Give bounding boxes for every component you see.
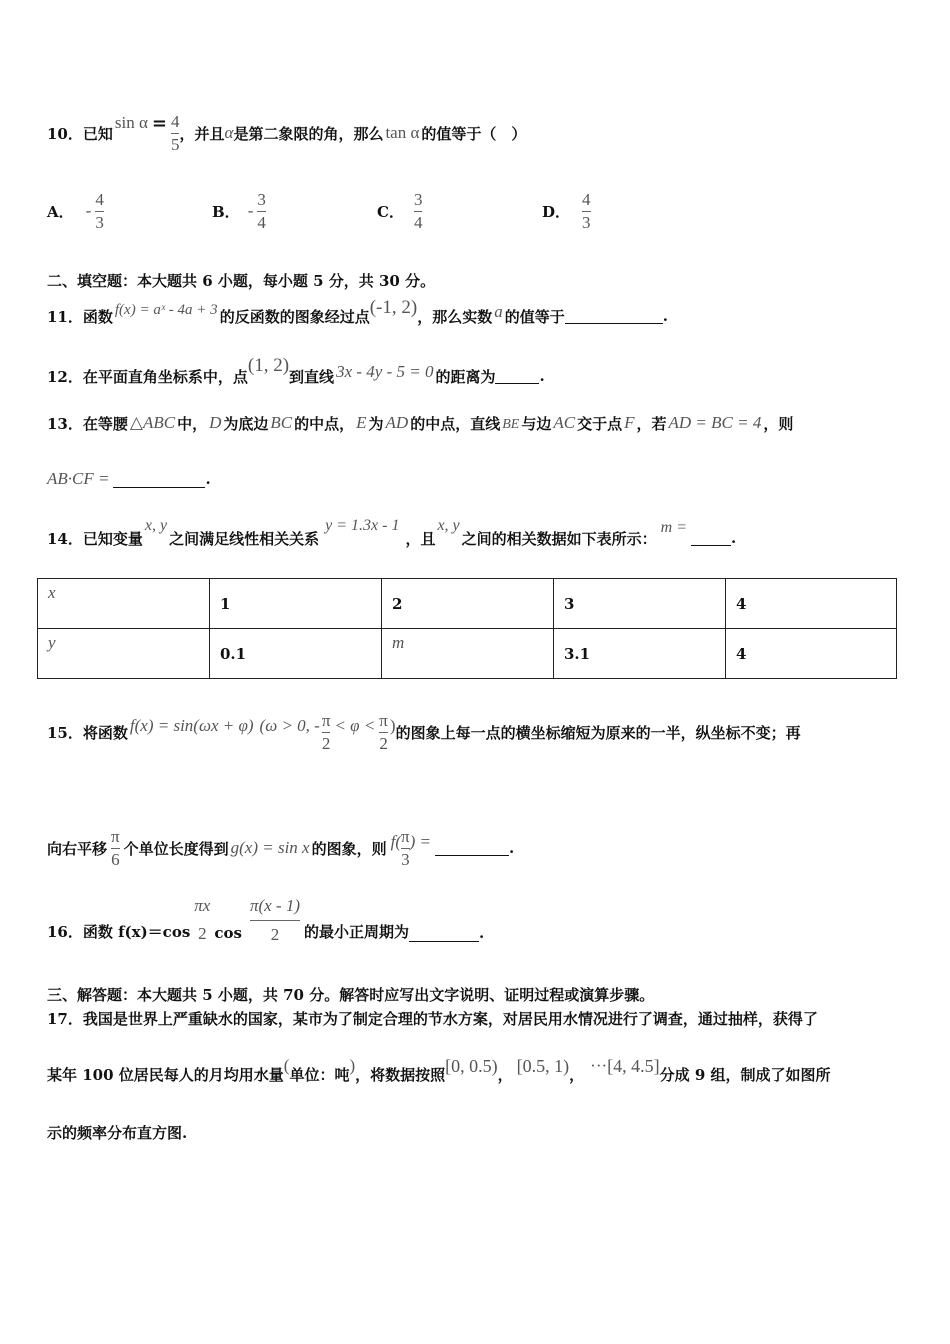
question-10: 10． 已知 sin α = $\frac{4}{5}$ ，并且 α 是第二象限的角，那么 tan α 的值等于（ ） (47, 111, 527, 154)
answer-blank[interactable] (435, 841, 509, 856)
option-label: A． (47, 202, 74, 221)
option-label: B． (212, 202, 240, 221)
table-row: x 1 2 3 4 (38, 579, 897, 629)
question-12: 12． 在平面直角坐标系中，点 (1, 2) 到直线 3x - 4y - 5 = 0 的距离为 . (47, 355, 545, 386)
option-b[interactable]: B． - $\frac{3}{4}$ (212, 189, 266, 232)
question-15-line2: 向右平移 $\frac{\pi}{6}$ 个单位长度得到 g(x) = sin x 的图象，则 f( $\frac{\pi}{3}$ ) = . (47, 826, 515, 869)
answer-blank[interactable] (565, 309, 663, 324)
question-17-line3: 示的频率分布直方图. (47, 1124, 188, 1142)
option-a[interactable]: A． - $\frac{4}{3}$ (47, 189, 104, 232)
question-17-line1: 17．我国是世界上严重缺水的国家，某市为了制定合理的节水方案，对居民用水情况进行了调查，通过抽样，获得了 (47, 1010, 818, 1028)
table-row: y 0.1 m 3.1 4 (38, 629, 897, 679)
answer-blank[interactable] (495, 369, 539, 384)
question-11: 11． 函数 f(x) = aˣ - 4a + 3 的反函数的图象经过点 (-1, 2) ，那么实数 a 的值等于 . (47, 297, 668, 326)
question-17-line2: 某年 100 位居民每人的月均用水量 ( 单位：吨 ) ，将数据按照 [0, 0.5) ， [0.5, 1) ， ··· [4, 4.5] 分成 9 组，制成了如图所 (47, 1055, 831, 1084)
fraction-4-5: $\frac{4}{5}$ (170, 111, 180, 154)
question-13: 13． 在等腰 △ABC 中， D 为底边 BC 的中点， E 为 AD 的中点，直线 BE 与边 AC 交于点 F ，若 AD = BC = 4 ，则 (47, 413, 794, 433)
question-number: 10． (47, 124, 83, 143)
option-label: C． (377, 202, 404, 221)
option-d[interactable]: D． $\frac{4}{3}$ (542, 189, 591, 232)
option-label: D． (542, 202, 571, 221)
answer-blank[interactable] (113, 471, 205, 488)
option-c[interactable]: C． $\frac{3}{4}$ (377, 189, 423, 232)
data-table (37, 578, 897, 679)
question-14: 14． 已知变量 x, y 之间满足线性相关关系 y = 1.3x - 1 ，且 x, y 之间的相关数据如下表所示： m = . (47, 517, 737, 548)
math-sin-alpha: sin α (114, 113, 148, 132)
answer-blank[interactable] (409, 927, 479, 942)
section-heading-solutions: 三、解答题：本大题共 5 小题，共 70 分。解答时应写出文字说明、证明过程或演算步骤。 (47, 986, 655, 1004)
question-16: 16． 函数 f(x)＝cos πx 2 cos $\frac{\pi(x - 1)}{2}$ 的最小正周期为 . (47, 896, 485, 944)
question-15: 15． 将函数 f(x) = sin(ωx + φ) (ω > 0, - $\frac{\pi}{2}$ < φ < $\frac{\pi}{2}$ ) 的图象上每一点的横坐标缩短为原来的一半，纵坐标不变；再 (47, 710, 801, 753)
question-13-line2: AB·CF = . (47, 469, 211, 488)
section-heading-fill-in: 二、填空题：本大题共 6 小题，每小题 5 分，共 30 分。 (47, 272, 436, 290)
answer-blank[interactable] (691, 531, 731, 546)
